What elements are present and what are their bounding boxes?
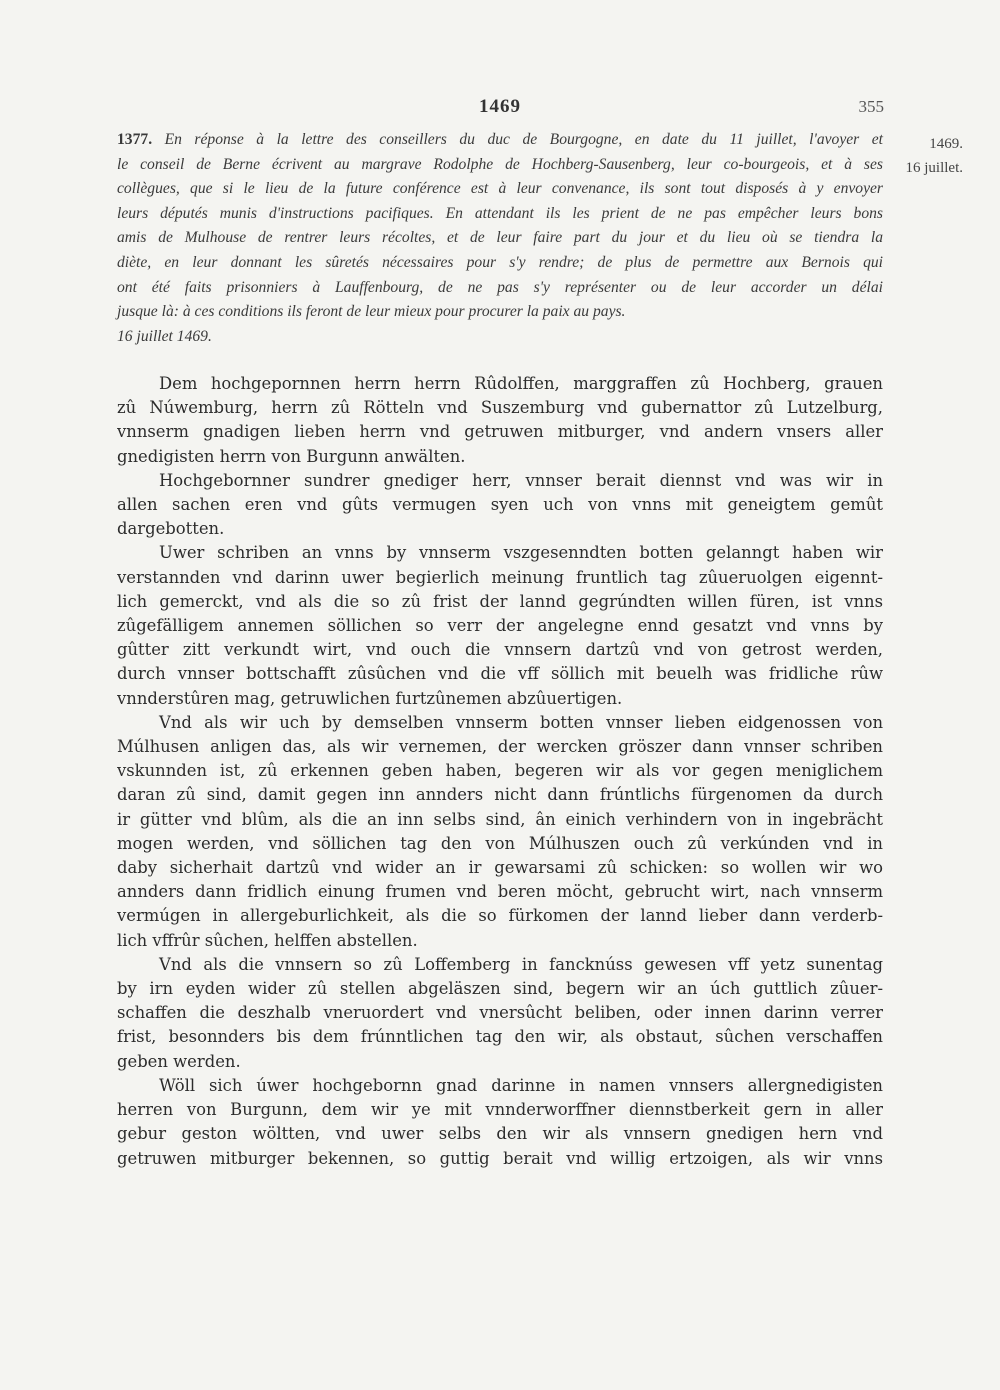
margin-note bbox=[893, 132, 988, 180]
letter-line: verstannden vnd darinn uwer begierlich meinung fruntlich tag zûueruolgen eigennt- bbox=[117, 567, 883, 587]
margin-date: 16 juillet. bbox=[905, 160, 963, 176]
letter-line: Hochgebornner sundrer gnediger herr, vnnser berait diennst vnd was wir in bbox=[159, 470, 883, 490]
letter-paragraph bbox=[117, 541, 883, 710]
regest-line bbox=[117, 128, 883, 153]
letter-line: zû Núwemburg, herrn zû Rötteln vnd Suszemburg vnd gubernattor zû Lutzelburg, bbox=[117, 398, 883, 418]
letter-line: vermúgen in allergeburlichkeit, als die so fürkomen der lannd lieber dann verderb- bbox=[117, 906, 883, 926]
letter-paragraph bbox=[117, 953, 883, 1074]
letter-paragraph bbox=[117, 1074, 883, 1171]
letter-line: Dem hochgepornnen herrn herrn Rûdolffen, marggraffen zû Hochberg, grauen bbox=[159, 374, 883, 393]
regest-line: jusque là: à ces conditions ils feront de leur mieux pour procurer la paix au pays. bbox=[117, 303, 626, 321]
letter-line: Wöll sich úwer hochgebornn gnad darinne in namen vnnsers allergnedigisten bbox=[159, 1075, 883, 1095]
letter-line: gebur geston wöltten, vnd uwer selbs den wir als vnnsern gnedigen hern vnd bbox=[117, 1124, 883, 1144]
letter-line: schaffen die deszhalb vneruordert vnd vnersûcht beliben, oder innen darinn verrer bbox=[117, 1003, 883, 1023]
letter-paragraph bbox=[117, 469, 883, 542]
margin-year: 1469. bbox=[929, 136, 963, 152]
letter-line: herren von Burgunn, dem wir ye mit vnnderworffner diennstberkeit gern in aller bbox=[117, 1100, 883, 1120]
letter-body bbox=[117, 372, 883, 1171]
regest-line-text: En réponse à la lettre des conseillers du duc de Bourgogne, en date du 11 juillet, l'avoyer et bbox=[164, 131, 883, 148]
letter-paragraph bbox=[117, 711, 883, 953]
regest-line: diète, en leur donnant les sûretés nécessaires pour s'y rendre; de plus de permettre aux Bernois qui bbox=[117, 253, 883, 271]
letter-paragraph bbox=[117, 372, 883, 469]
letter-line: durch vnnser bottschafft zûsûchen vnd die vff söllich mit beuelh was fridliche rûw bbox=[117, 664, 883, 684]
letter-line: ir gütter vnd blûm, als die an inn selbs sind, ân einich verhindern von in ingebrächt bbox=[117, 809, 883, 829]
letter-line: lich gemerckt, vnd als die so zû frist der lannd gegrúndten willen füren, ist vnns bbox=[117, 591, 883, 611]
letter-line: Uwer schriben an vnns by vnnserm vszgesenndten botten gelanngt haben wir bbox=[159, 543, 883, 563]
letter-line: Vnd als wir uch by demselben vnnserm botten vnnser lieben eidgenossen von bbox=[159, 712, 883, 732]
letter-line: vnnserm gnadigen lieben herrn vnd getruwen mitburger, vnd andern vnsers aller bbox=[117, 422, 883, 442]
page-number: 355 bbox=[858, 97, 884, 116]
letter-line: dargebotten. bbox=[117, 519, 225, 539]
letter-line: allen sachen eren vnd gûts vermugen syen uch von vnns mit geneigtem gemût bbox=[117, 495, 883, 515]
regest-line: ont été faits prisonniers à Lauffenbourg, de ne pas s'y représenter ou de leur accorder un délai bbox=[117, 278, 883, 296]
letter-line: gûtter zitt verkundt wirt, vnd ouch die vnnsern dartzû vnd von getrost werden, bbox=[117, 640, 883, 660]
regest-summary bbox=[117, 128, 883, 325]
regest-line: le conseil de Berne écrivent au margrave Rodolphe de Hochberg-Sausenberg, leur co-bourgeois, et à ses bbox=[117, 155, 883, 173]
letter-line: Vnd als die vnnsern so zû Loffemberg in fancknúss gewesen vff yetz sunentag bbox=[159, 954, 883, 974]
letter-line: lich vffrûr sûchen, helffen abstellen. bbox=[117, 930, 418, 950]
letter-line: by irn eyden wider zû stellen abgeläszen sind, begern wir an úch guttlich zûuer- bbox=[117, 979, 883, 999]
letter-line: daby sicherhait dartzû vnd wider an ir gewarsami zû schicken: so wollen wir wo bbox=[117, 858, 883, 878]
letter-line: zûgefälligem annemen söllichen so verr der angelegne ennd gesatzt vnd vnns by bbox=[117, 616, 883, 636]
letter-line: gnedigisten herrn von Burgunn anwälten. bbox=[117, 446, 466, 466]
letter-line: daran zû sind, damit gegen inn annders nicht dann frúntlichs fürgenomen da durch bbox=[117, 785, 883, 805]
document-number: 1377. bbox=[117, 131, 153, 148]
letter-line: getruwen mitburger bekennen, so guttig berait vnd willig ertzoigen, als wir vnns bbox=[117, 1148, 883, 1168]
running-title: 1469 bbox=[479, 96, 521, 117]
letter-line: vnnderstûren mag, getruwlichen furtzûnemen abzûuertigen. bbox=[117, 688, 623, 708]
regest-line: amis de Mulhouse de rentrer leurs récoltes, et de leur faire part du jour et du lieu où se tiendra la bbox=[117, 229, 883, 247]
regest-line: leurs députés munis d'instructions pacifiques. En attendant ils les prient de ne pas empêcher leurs bons bbox=[117, 204, 883, 222]
letter-line: frist, besonnders bis dem frúnntlichen tag den wir, als obstaut, sûchen verschaffen bbox=[117, 1027, 883, 1047]
letter-line: vskunnden ist, zû erkennen geben haben, begeren wir als vor gegen meniglichem bbox=[117, 761, 883, 781]
letter-line: mogen werden, vnd söllichen tag den von Múlhuszen ouch zû verkúnden vnd in bbox=[117, 833, 883, 853]
letter-line: geben werden. bbox=[117, 1051, 241, 1071]
letter-line: annders dann fridlich einung frumen vnd beren möcht, gebrucht wirt, nach vnnserm bbox=[117, 882, 883, 902]
regest-date: 16 juillet 1469. bbox=[117, 328, 212, 345]
letter-line: Múlhusen anligen das, als wir vernemen, der wercken gröszer dann vnnser schriben bbox=[117, 737, 883, 757]
regest-line: collègues, que si le lieu de la future conférence est à leur convenance, ils sont tout disposés à y envoyer bbox=[117, 180, 883, 198]
